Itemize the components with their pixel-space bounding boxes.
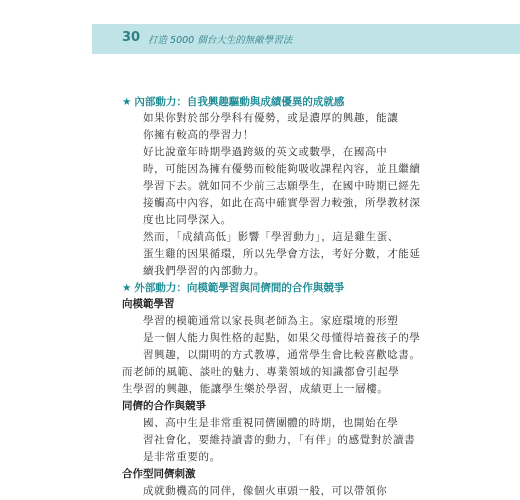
section-heading-external: ★ 外部動力：向模範學習與同儕間的合作與競爭: [122, 282, 345, 294]
paragraph: 然而，「成績高低」影響「學習動力」，這是雞生蛋、 蛋生雞的因果循環，所以先學會方法，考好分數，才能延 續我們學習的內部動力。: [143, 231, 421, 277]
star-icon: ★: [122, 96, 132, 108]
subheading-role-model: 向模範學習: [122, 298, 175, 310]
page-body: [122, 94, 421, 500]
section-heading-internal: ★ 內部動力：自我興趣驅動與成績優異的成就感: [122, 96, 345, 108]
page-header: [0, 0, 520, 92]
book-title: 打造 5000 個台大生的無敵學習法: [148, 35, 293, 46]
subheading-peer: 同儕的合作與競爭: [122, 400, 206, 412]
page-number: 30: [122, 30, 141, 45]
paragraph: 如果你對於部分學科有優勢，或是濃厚的興趣，能讓 你擁有較高的學習力！: [143, 112, 399, 141]
paragraph: 好比說童年時期學過跨級的英文或數學，在國高中 時，可能因為擁有優勢而較能夠吸收課程內容，並且繼續 學習下去。就如同不少前三志願學生，在國中時期已經先 接觸高中內容，如此在高中確實學習力較強，所學教材深 度也比同學深入。: [143, 146, 421, 226]
paragraph: 國、高中生是非常重視同儕團體的時期，也開始在學 習社會化，要維持讀書的動力，「有伴」的感覺對於讀書 是非常重要的。: [143, 417, 416, 463]
paragraph: 成就動機高的同伴，像個火車頭一般，可以帶領你: [143, 485, 388, 497]
paragraph: 而老師的風範、談吐的魅力、專業領域的知識都會引起學 生學習的興趣，能讓學生樂於學習，成績更上一層樓。: [122, 366, 400, 395]
subheading-cooperative-peer: 合作型同儕刺激: [122, 468, 196, 480]
paragraph: 學習的模範通常以家長與老師為主。家庭環境的形塑 是一個人能力與性格的起點，如果父母懂得培養孩子的學 習興趣，以開明的方式教導，通常學生會比較喜歡唸書。: [143, 315, 421, 361]
star-icon: ★: [122, 282, 132, 294]
